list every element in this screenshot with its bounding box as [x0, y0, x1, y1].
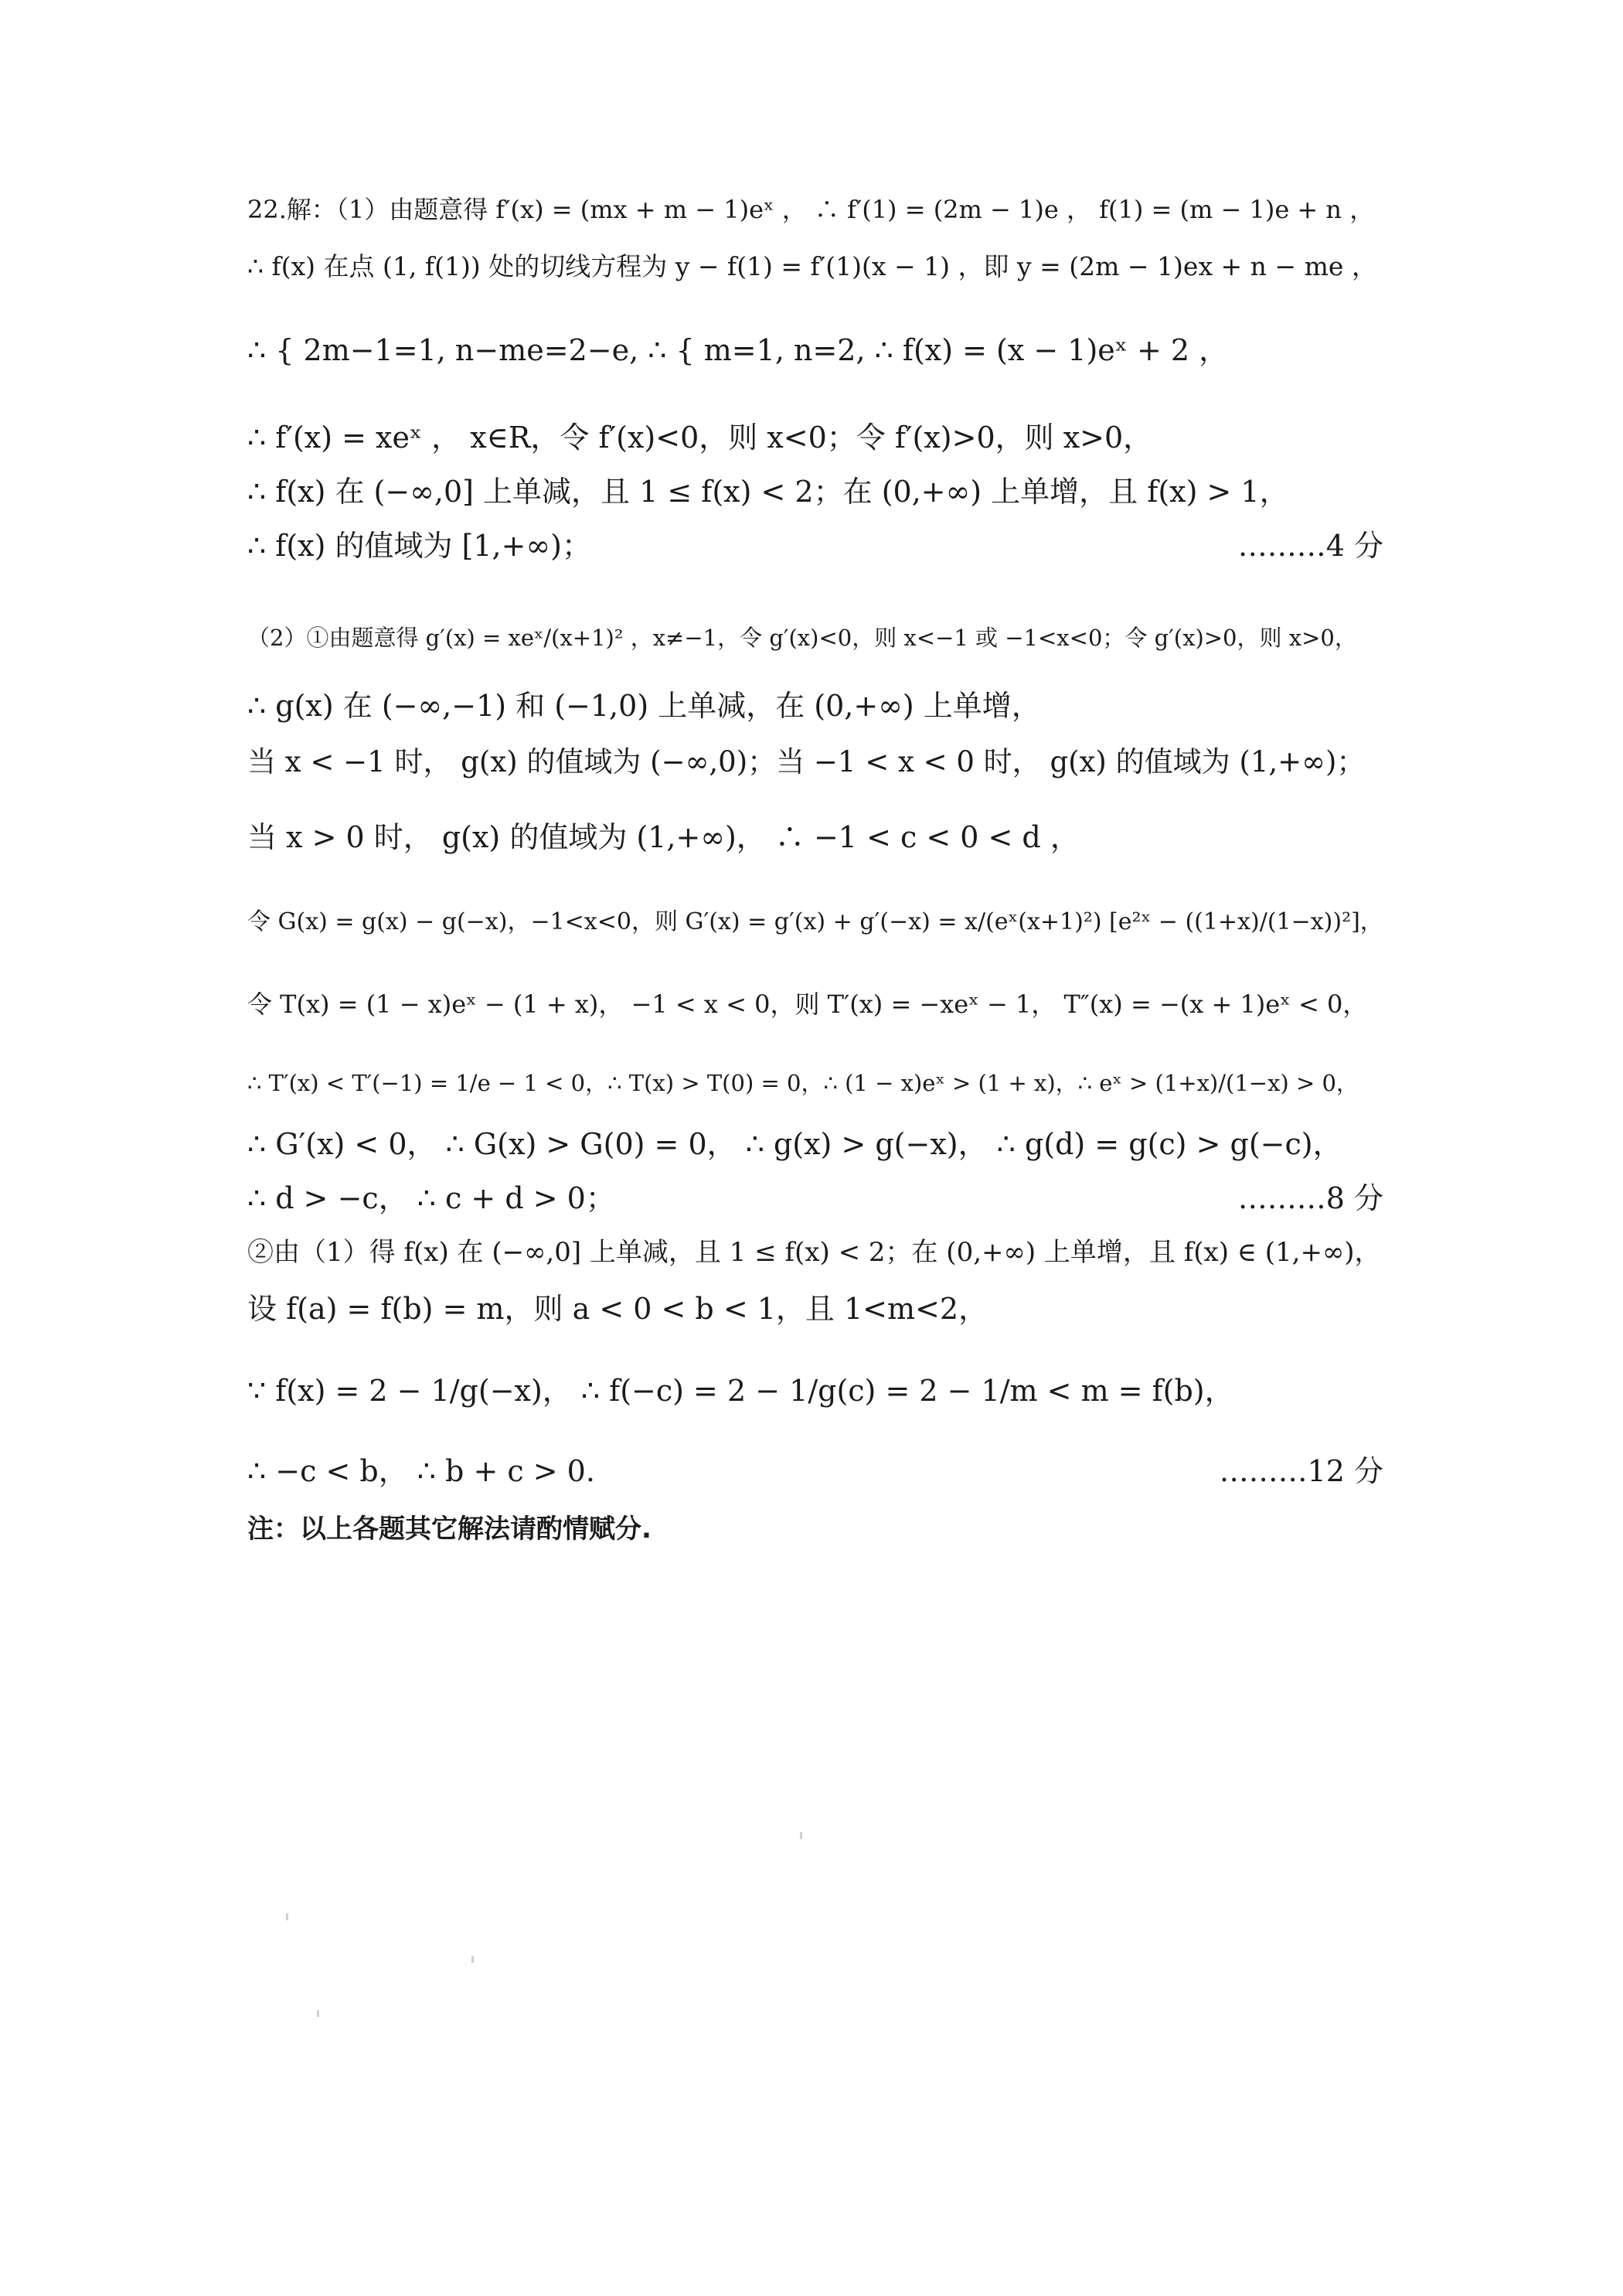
score-marker: ………4 分	[1237, 529, 1383, 563]
scan-speck	[317, 2010, 319, 2017]
solution-line: ∴ { 2m−1=1, n−me=2−e, ∴ { m=1, n=2, ∴ f(x) = (x − 1)eˣ + 2 ，	[247, 333, 1229, 367]
solution-line: ∴ f(x) 在点 (1, f(1)) 处的切线方程为 y − f(1) = f′(1)(x − 1) ，即 y = (2m − 1)ex + n − me ，	[247, 251, 1377, 281]
solution-line: ∴ f(x) 在 (−∞,0] 上单减，且 1 ≤ f(x) < 2；在 (0,+∞) 上单增，且 f(x) > 1，	[247, 475, 1289, 509]
solution-line: 令 G(x) = g(x) − g(−x)，−1<x<0，则 G′(x) = g′(x) + g′(−x) = x/(eˣ(x+1)²) [e²ˣ − ((1+x)/(1−x))²]，	[247, 908, 1383, 935]
solution-line: 令 T(x) = (1 − x)eˣ − (1 + x)， −1 < x < 0，则 T′(x) = −xeˣ − 1， T″(x) = −(x + 1)eˣ < 0，	[247, 990, 1368, 1019]
solution-line: ∴ f′(x) = xeˣ ， x∈R，令 f′(x)<0，则 x<0；令 f′(x)>0，则 x>0，	[247, 421, 1153, 455]
solution-line: 22.解：（1）由题意得 f′(x) = (mx + m − 1)eˣ ， ∴ f′(1) = (2m − 1)e ， f(1) = (m − 1)e + n ，	[247, 195, 1375, 224]
solution-line: ∴ G′(x) < 0， ∴ G(x) > G(0) = 0， ∴ g(x) > g(−x)， ∴ g(d) = g(c) > g(−c)，	[247, 1127, 1342, 1161]
solution-line: ∴ f(x) 的值域为 [1,+∞)；	[247, 529, 591, 563]
solution-line: ∴ T′(x) < T′(−1) = 1/e − 1 < 0，∴ T(x) > T(0) = 0，∴ (1 − x)eˣ > (1 + x)，∴ eˣ > (1+x)/(1−x) > 0，	[247, 1070, 1359, 1096]
solution-line: （2）①由题意得 g′(x) = xeˣ/(x+1)² ，x≠−1，令 g′(x)<0，则 x<−1 或 −1<x<0；令 g′(x)>0，则 x>0，	[247, 625, 1357, 651]
solution-line: 当 x > 0 时， g(x) 的值域为 (1,+∞)， ∴ −1 < c < 0 < d ，	[247, 820, 1080, 854]
solution-line: ∴ d > −c， ∴ c + d > 0；	[247, 1181, 615, 1215]
solution-line: 当 x < −1 时， g(x) 的值域为 (−∞,0)；当 −1 < x < 0 时， g(x) 的值域为 (1,+∞)；	[247, 745, 1366, 778]
scan-speck	[471, 1956, 474, 1963]
scan-speck	[286, 1913, 288, 1920]
solution-line: ②由（1）得 f(x) 在 (−∞,0] 上单减，且 1 ≤ f(x) < 2；在 (0,+∞) 上单增，且 f(x) ∈ (1,+∞)，	[247, 1237, 1381, 1268]
solution-line: ∵ f(x) = 2 − 1/g(−x)， ∴ f(−c) = 2 − 1/g(c) = 2 − 1/m < m = f(b)，	[247, 1374, 1234, 1408]
score-marker: ………12 分	[1219, 1454, 1383, 1488]
solution-line: ∴ g(x) 在 (−∞,−1) 和 (−1,0) 上单减，在 (0,+∞) 上单增，	[247, 689, 1041, 723]
score-marker: ………8 分	[1237, 1181, 1383, 1215]
scan-speck	[800, 1832, 802, 1839]
grading-note: 注：以上各题其它解法请酌情赋分.	[247, 1514, 652, 1545]
solution-line: ∴ −c < b， ∴ b + c > 0.	[247, 1454, 595, 1488]
solution-line: 设 f(a) = f(b) = m，则 a < 0 < b < 1，且 1<m<2，	[247, 1292, 988, 1326]
